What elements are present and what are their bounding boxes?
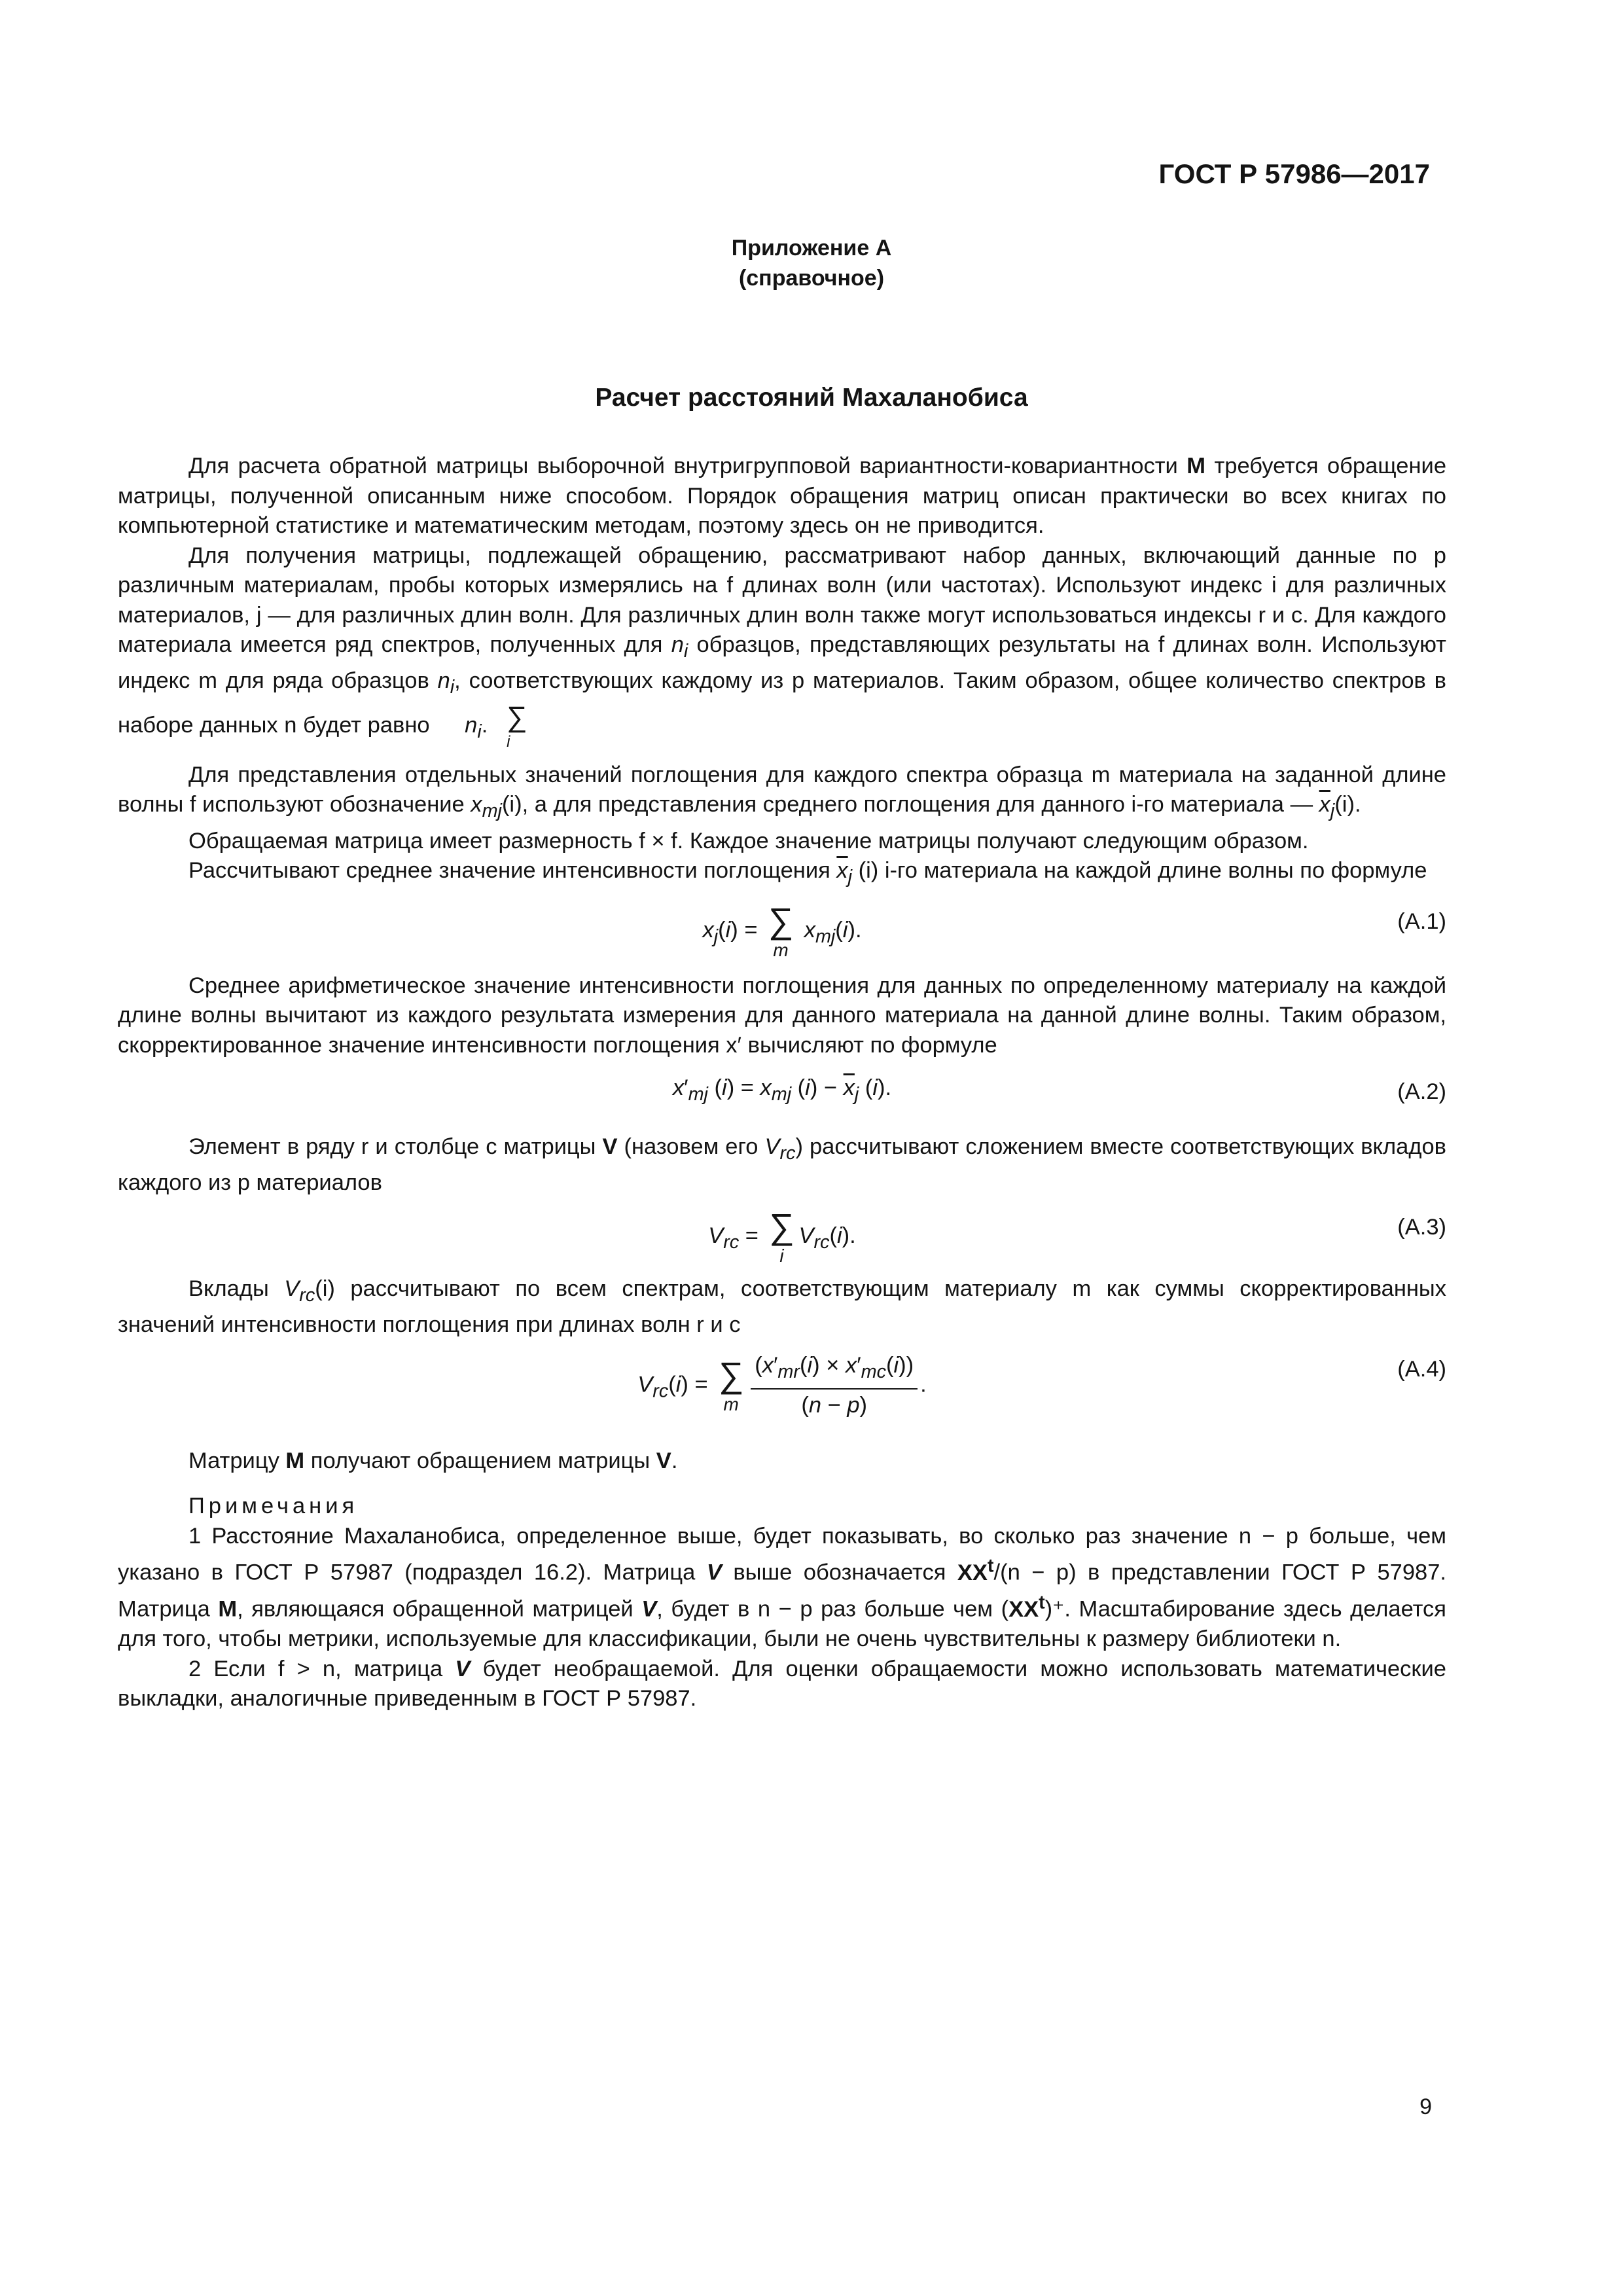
formula-a3-expression: $V_{rc}$ = ∑ i $V_{rc}(i)$.: [708, 1206, 856, 1266]
annex-type: (справочное): [738, 266, 885, 291]
paragraph-4: Обращаемая матрица имеет размерность f × f. Каждое значение матрицы получают следующим образом.: [188, 828, 1309, 853]
page-number: 9: [1419, 2094, 1432, 2119]
document-id: ГОСТ Р 57986—2017: [1158, 158, 1430, 189]
paragraph-5: Рассчитывают среднее значение интенсивности поглощения $\overline{x}_j$ (i) i-го материала на каждой длине волны по формуле: [188, 858, 1427, 888]
formula-a2: [118, 1073, 1446, 1132]
formula-a4: [118, 1351, 1446, 1436]
formula-a4-expression: $V_{rc}(i)$ = ∑ m $\frac{(x'_{mr}(i) \times x'_{mc}(i))}{(n - p)}$ .: [118, 1351, 1446, 1421]
formula-a3: [118, 1206, 1446, 1274]
formula-a2-number: (А.2): [1397, 1079, 1446, 1105]
notes-heading: Примечания: [188, 1494, 359, 1519]
paragraph-3: Для представления отдельных значений поглощения для каждого спектра образца m материала на заданной длине волны f используют обозначение $x_{mj}(i)$, а для представления среднего поглощения для данного i-го материала — $\overline{x}_j(i)$.: [118, 762, 1446, 822]
formula-a1-number: (А.1): [1397, 908, 1446, 934]
formula-a1-expression: $x_j(i)$ = ∑ m $x_{mj}(i)$.: [702, 901, 862, 960]
note-1: 1 Расстояние Махаланобиса, определенное выше, будет показывать, во сколько раз значение n − p больше, чем указано в ГОСТ Р 57987 (подраздел 16.2). Матрица V выше обозначается $XX^t/(n - p)$ в представлении ГОСТ Р 57987. Матрица M, являющаяся обращенной матрицей V, будет в n − p раз больше чем $(XX^t)^+$. Масштабирование здесь делается для того, чтобы метрики, используемые для классификации, были не очень чувствительны к размеру библиотеки n.: [118, 1523, 1447, 1652]
document-body: [118, 452, 1446, 1714]
annex-heading: [0, 233, 1623, 293]
paragraph-1: Для расчета обратной матрицы выборочной внутригрупповой вариантности-ковариантности M требуется обращение матрицы, полученной описанным ниже способом. Порядок обращения матриц описан практически во всех книгах по компьютерной статистике и математическим методам, поэтому здесь он не приводится.: [118, 454, 1447, 538]
paragraph-6: Среднее арифметическое значение интенсивности поглощения для данных по определенному материалу на каждой длине волны вычитают из каждого результата измерения для данного материала на данной длине волны. Таким образом, скорректированное значение интенсивности поглощения x′ вычисляют по формуле: [118, 973, 1446, 1058]
formula-a2-expression: $x'_{mj}$ $(i) = x_{mj}$ $(i) - \overline{x}_j$ (i).: [672, 1075, 892, 1105]
annex-label: Приложение А: [731, 236, 892, 260]
paragraph-7: Элемент в ряду r и столбце c матрицы V (назовем его $V_{rc}$) рассчитывают сложением вместе соответствующих вкладов каждого из p материалов: [118, 1134, 1446, 1196]
paragraph-9: Матрицу M получают обращением матрицы V.: [188, 1448, 678, 1473]
formula-a3-number: (А.3): [1397, 1214, 1446, 1240]
paragraph-2: Для получения матрицы, подлежащей обращению, рассматривают набор данных, включающий данные по p различным материалам, пробы которых измерялись на f длинах волн (или частотах). Используют индекс i для различных материалов, j — для различных длин волн. Для различных длин волн также могут использоваться индексы r и c. Для каждого материала имеется ряд спектров, полученных для $n_i$ образцов, представляющих результаты на f длинах волн. Используют индекс m для ряда образцов $n_i$, соответствующих каждому из p материалов. Таким образом, общее количество спектров в наборе данных n будет равно ∑ i $n_i$.: [118, 543, 1447, 751]
formula-a1: [118, 903, 1446, 971]
section-title: Расчет расстояний Махаланобиса: [595, 384, 1028, 412]
formula-a4-number: (А.4): [1397, 1356, 1446, 1382]
paragraph-8: Вклады $V_{rc}(i)$ рассчитывают по всем спектрам, соответствующим материалу m как суммы скорректированных значений интенсивности поглощения при длинах волн r и c: [118, 1276, 1446, 1338]
note-2: 2 Если f > n, матрица V будет необращаемой. Для оценки обращаемости можно использовать математические выкладки, аналогичные приведенным в ГОСТ Р 57987.: [118, 1656, 1446, 1712]
